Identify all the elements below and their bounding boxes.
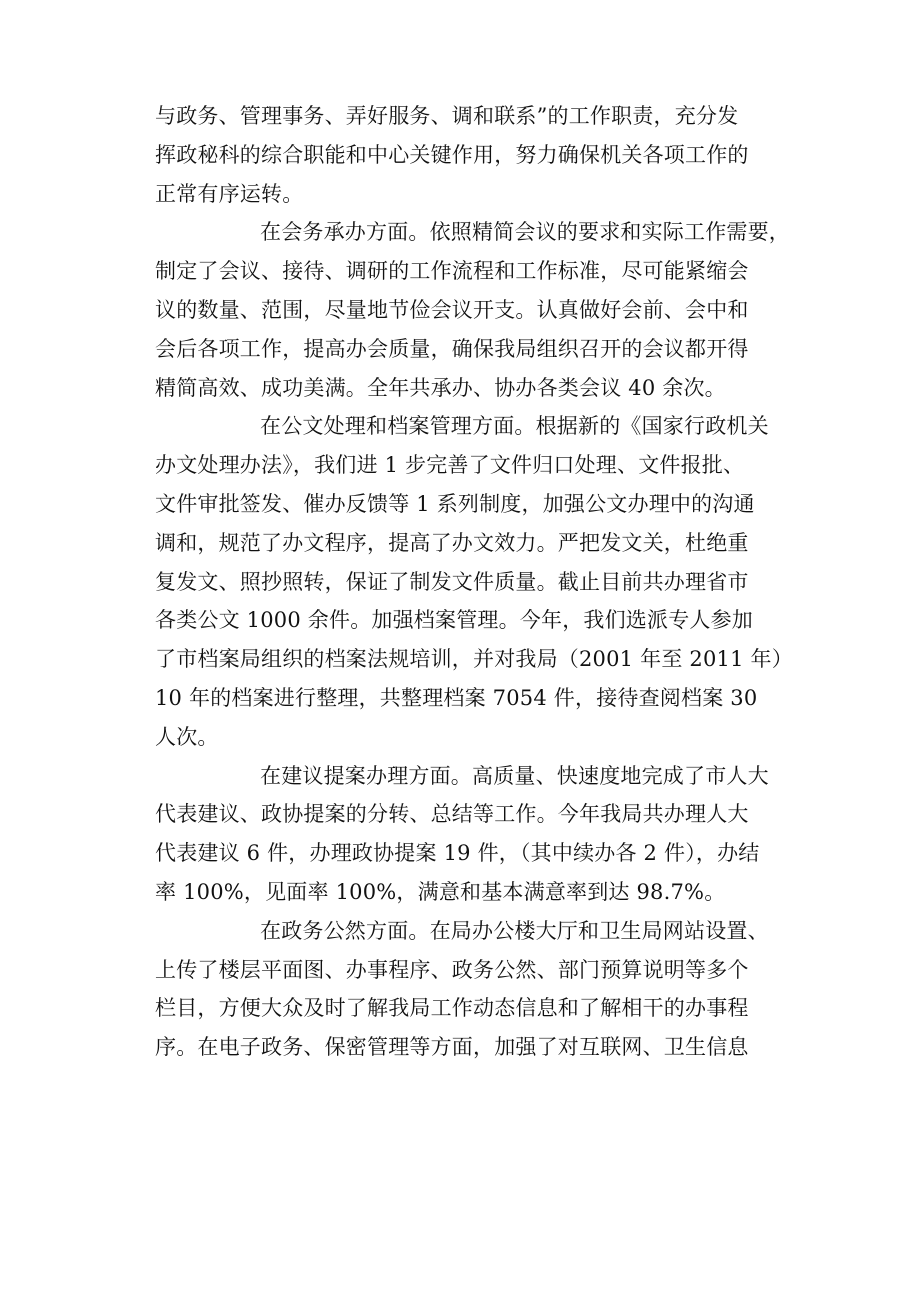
text-line: 10 年的档案进行整理，共整理档案 7054 件，接待查阅档案 30 [155,685,758,710]
text-line: 在会务承办方面。依照精简会议的要求和实际工作需要， [260,220,790,245]
text-line: 调和，规范了办文程序，提高了办文效力。严把发文关，杜绝重 [155,530,749,555]
text-line: 上传了楼层平面图、办事程序、政务公然、部门预算说明等多个 [155,957,749,982]
text-line: 制定了会议、接待、调研的工作流程和工作标准，尽可能紧缩会 [155,259,749,284]
text-line: 在政务公然方面。在局办公楼大厅和卫生局网站设置、 [260,918,769,943]
text-line: 序。在电子政务、保密管理等方面，加强了对互联网、卫生信息 [155,1035,749,1060]
text-line: 挥政秘科的综合职能和中心关键作用，努力确保机关各项工作的 [155,142,749,167]
text-line: 各类公文 1000 余件。加强档案管理。今年，我们选派专人参加 [155,608,753,633]
text-line: 文件审批签发、催办反馈等 1 系列制度，加强公文办理中的沟通 [155,491,755,516]
text-line: 正常有序运转。 [155,181,304,206]
text-line: 栏目，方便大众及时了解我局工作动态信息和了解相干的办事程 [155,996,749,1021]
paragraph-duties [155,97,785,213]
text-line: 复发文、照抄照转，保证了制发文件质量。截止目前共办理省市 [155,569,749,594]
text-line: 率 100%，见面率 100%，满意和基本满意率到达 98.7%。 [155,879,726,904]
text-line: 代表建议 6 件，办理政协提案 19 件，（其中续办各 2 件），办结 [155,841,760,866]
paragraph-document-archives [155,407,793,756]
document-body [155,97,793,1067]
text-line: 了市档案局组织的档案法规培训，并对我局（2001 年至 2011 年） [155,647,793,672]
text-line: 办文处理办法》，我们进 1 步完善了文件归口处理、文件报批、 [155,453,745,478]
text-line: 议的数量、范围，尽量地节俭会议开支。认真做好会前、会中和 [155,297,749,322]
paragraph-public-affairs [155,912,785,1067]
paragraph-proposals [155,757,785,912]
text-line: 代表建议、政协提案的分转、总结等工作。今年我局共办理人大 [155,802,749,827]
text-line: 与政务、管理事务、弄好服务、调和联系”的工作职责，充分发 [155,104,739,128]
text-line: 在公文处理和档案管理方面。根据新的《国家行政机关 [260,414,769,439]
text-line: 人次。 [155,724,219,749]
text-line: 在建议提案办理方面。高质量、快速度地完成了市人大 [260,763,769,788]
text-line: 会后各项工作，提高办会质量，确保我局组织召开的会议都开得 [155,336,749,361]
text-line: 精简高效、成功美满。全年共承办、协办各类会议 40 余次。 [155,375,726,400]
paragraph-meeting-affairs [155,213,790,407]
